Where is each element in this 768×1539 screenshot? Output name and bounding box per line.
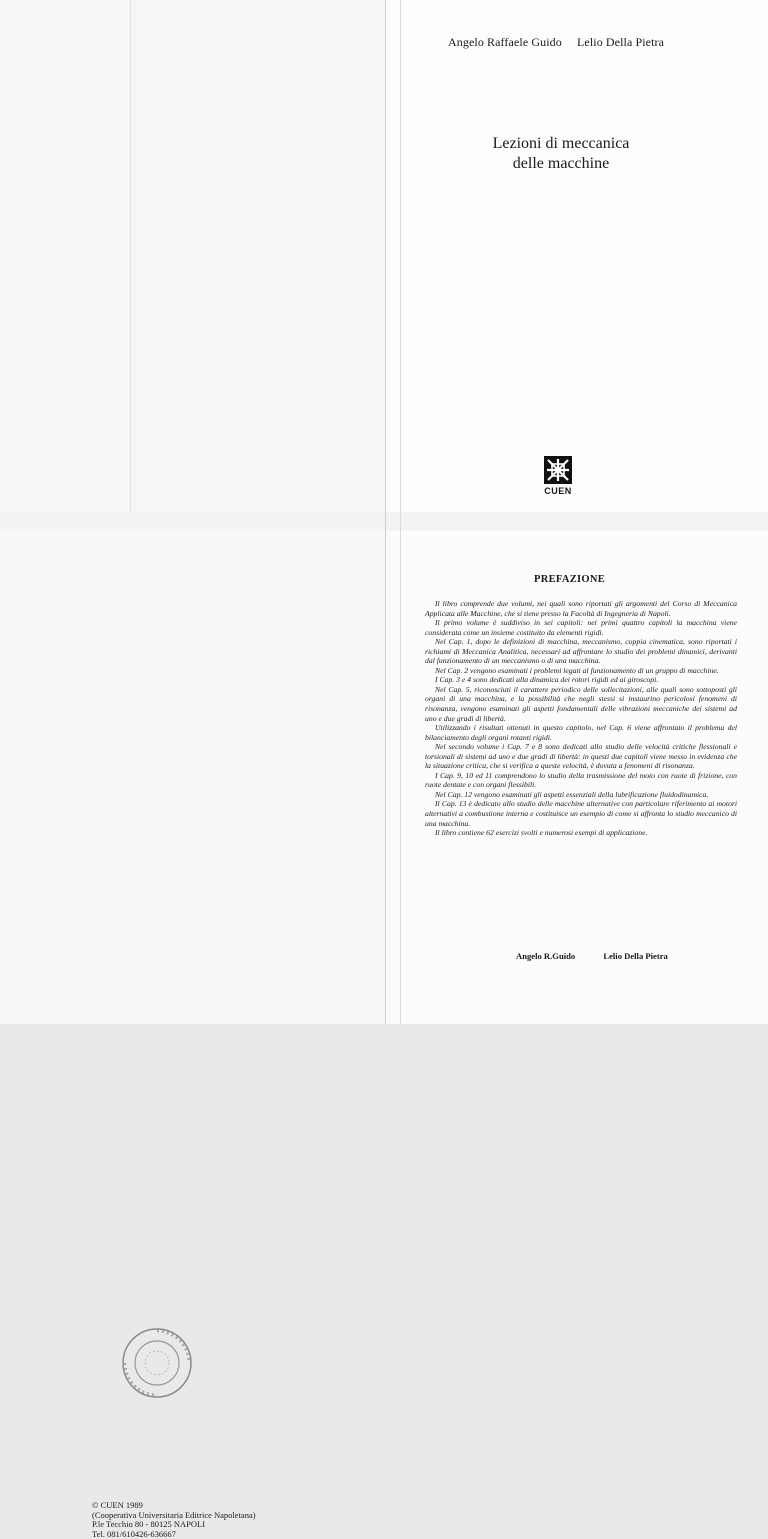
publisher-logo-label: CUEN: [544, 486, 572, 496]
signature-author-1: Angelo R.Guido: [516, 951, 576, 961]
book-title-line-2: delle macchine: [512, 155, 610, 172]
preface-paragraph: Nel Cap. 2 vengono esaminati i problemi legati al funzionamento di un gruppo di macchine.: [435, 665, 719, 675]
authors-line: [448, 35, 676, 50]
page-edge-shadow: [130, 0, 131, 512]
copyright-line: Tel. 081/610426-636667: [92, 1528, 176, 1539]
library-stamp-icon: [120, 1326, 194, 1400]
copyright-line: © CUEN 1989: [92, 1500, 143, 1510]
preface-heading: PREFAZIONE: [534, 574, 606, 585]
signature-author-2: Lelio Della Pietra: [603, 951, 668, 961]
publisher-logo: [538, 455, 578, 496]
author-2: Lelio Della Pietra: [576, 35, 665, 49]
preface-page: [386, 531, 768, 1024]
blank-page-top-left: [0, 0, 386, 512]
copyright-line: (Cooperativa Universitaria Editrice Napoletana): [92, 1509, 256, 1520]
book-title-line-1: Lezioni di meccanica: [492, 135, 630, 152]
preface-signature: [516, 951, 694, 961]
book-spine-left: [385, 0, 386, 1024]
author-1: Angelo Raffaele Guido: [448, 35, 562, 49]
copyright-page: [0, 531, 386, 1539]
copyright-line: P.le Tecchio 80 - 80125 NAPOLI: [92, 1519, 206, 1530]
preface-paragraph: Utilizzando i risultati ottenuti in questo capitolo, nel Cap. 6 viene affrontato il problema del bilanciamento degli organi rotanti rigidi.: [425, 723, 737, 742]
cuen-logo-icon: [543, 455, 573, 485]
preface-paragraph: I Cap. 9, 10 ed 11 comprendono lo studio della trasmissione del moto con ruote di frizione, con ruote dentate e con organi flessibili.: [425, 770, 737, 790]
preface-paragraph: Il Cap. 13 è dedicato allo studio delle macchine alternative con particolare riferimento ai motori alternativi a combustione interna e costituisce un esempio di come si affronta lo studio meccanico di una macchina.: [425, 799, 737, 828]
bleed-through-header: [514, 535, 664, 547]
preface-paragraph: Nel Cap. 1, dopo le definizioni di macchina, meccanismo, coppia cinematica, sono riportati i richiami di Meccanica Analitica, necessari ad affrontare lo studio dei problemi dinamici, derivanti dal funzionamento di un meccanismo o di una macchina.: [425, 637, 737, 666]
preface-paragraph: I Cap. 3 e 4 sono dedicati alla dinamica dei rotori rigidi ed ai giroscopi.: [435, 675, 659, 685]
preface-body: [425, 599, 737, 838]
book-spine-right: [400, 0, 401, 1024]
book-title: [466, 134, 656, 174]
preface-paragraph: Nel Cap. 5, riconosciuti il carattere periodico delle sollecitazioni, alle quali sono sottoposti gli organi di una macchina, e la possibilità che negli stessi si instaurino pericolosi fenomeni di risonanza, vengono esaminati gli aspetti fondamentali delle vibrazioni meccaniche dei sistemi ad uno e due gradi di libertà.: [425, 684, 737, 723]
preface-paragraph: Il libro comprende due volumi, nei quali sono riportati gli argomenti del Corso di Meccanica Applicata alle Macchine, che si tiene presso la Facoltà di Ingegneria di Napoli.: [425, 599, 737, 618]
preface-paragraph: Il libro contiene 62 esercizi svolti e numerosi esempi di applicazione.: [435, 828, 648, 838]
preface-paragraph: Nel secondo volume i Cap. 7 e 8 sono dedicati allo studio delle velocità critiche flessionali e torsionali di sistemi ad uno e due gradi di libertà: in questi due capitoli viene messo in evidenza che la situazione critica, che si verifica a queste velocità, è dovuta a fenomeni di risonanza.: [425, 742, 737, 771]
scan-gutter: [0, 512, 768, 531]
preface-paragraph: Nel Cap. 12 vengono esaminati gli aspetti essenziali della lubrificazione fluidodinamica.: [435, 789, 709, 799]
title-page: [386, 0, 768, 512]
copyright-notice: [92, 1501, 256, 1539]
preface-paragraph: Il primo volume è suddiviso in sei capitoli: nei primi quattro capitoli la macchina viene considerata come un insieme costituito da elementi rigidi.: [425, 618, 737, 637]
